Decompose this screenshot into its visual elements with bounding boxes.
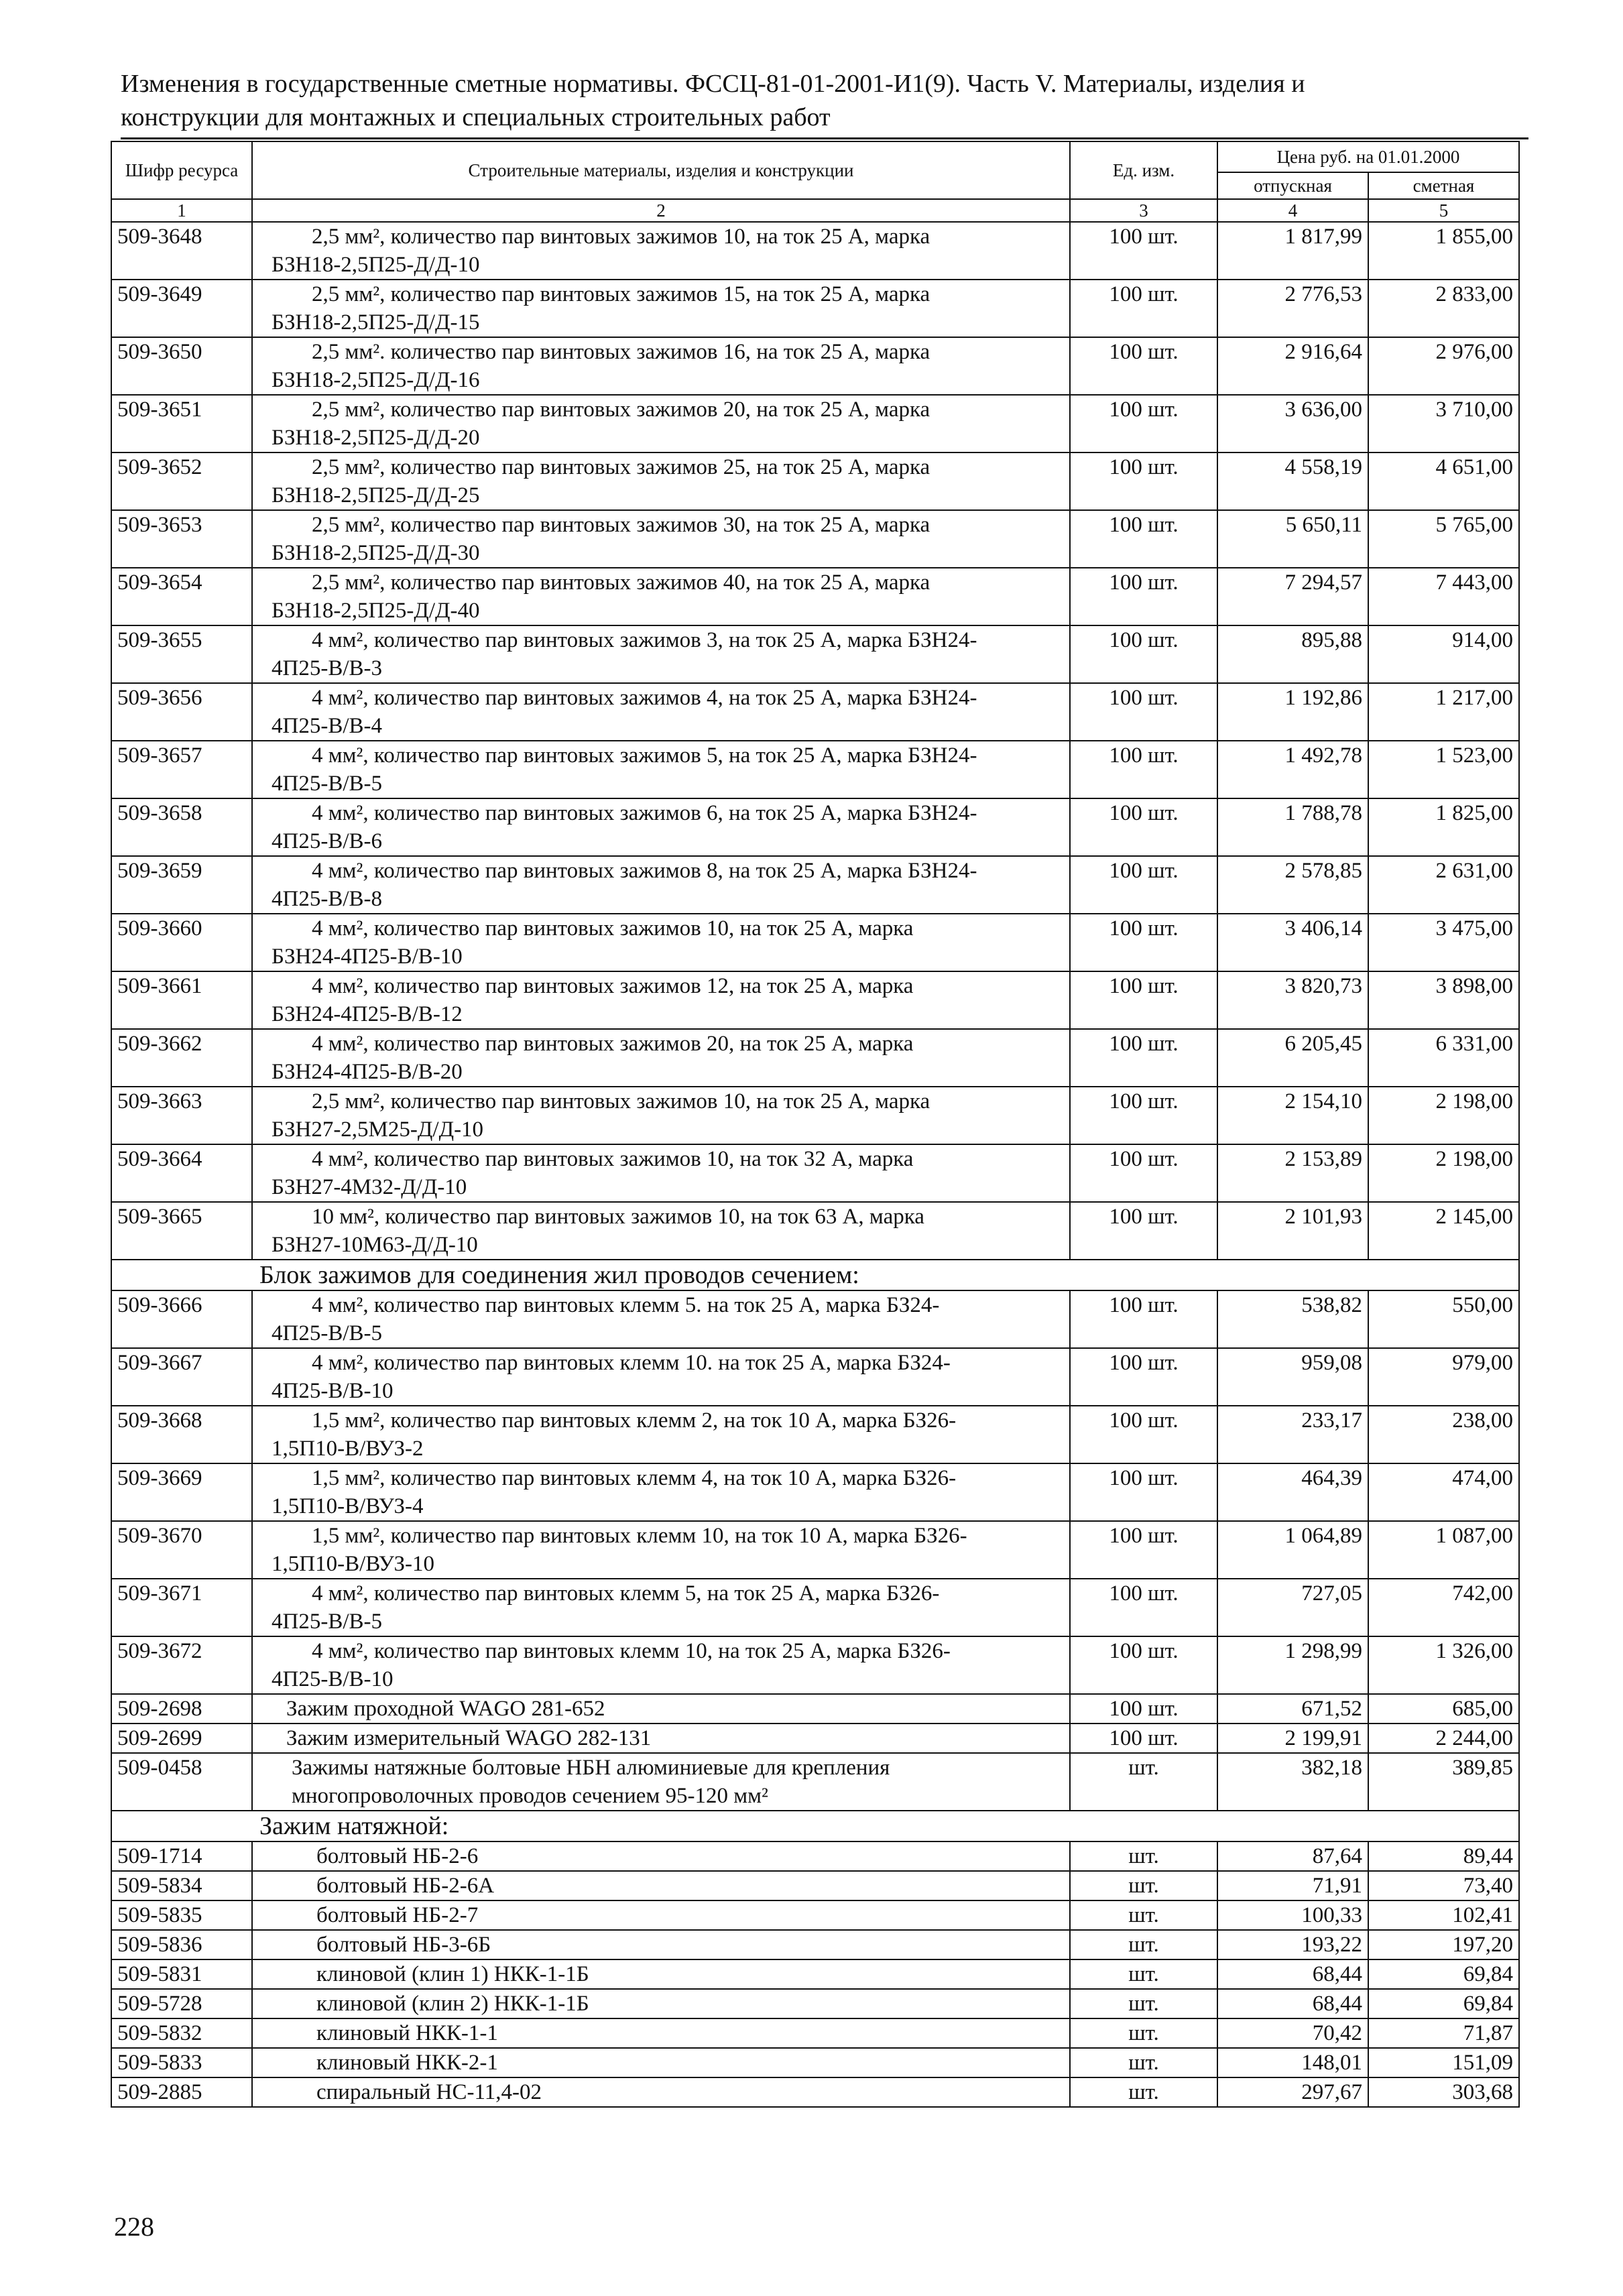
estimate-price: 2 198,00	[1368, 1144, 1519, 1202]
resource-name-line-2: БЗН18-2,5П25-Д/Д-40	[272, 599, 480, 623]
release-price: 2 199,91	[1217, 1724, 1368, 1753]
resource-code: 509-3651	[111, 395, 252, 452]
unit-of-measure: 100 шт.	[1070, 1087, 1217, 1144]
resource-code: 509-3656	[111, 683, 252, 741]
resource-name	[252, 914, 1070, 971]
resource-name-line-2: 4П25-В/В-5	[272, 1321, 382, 1345]
resource-name-line-2: БЗН27-2,5М25-Д/Д-10	[272, 1117, 484, 1142]
resource-code: 509-1714	[111, 1841, 252, 1871]
resource-name: болтовый НБ-3-6Б	[252, 1930, 1070, 1959]
resource-name	[252, 1087, 1070, 1144]
estimate-price: 914,00	[1368, 625, 1519, 683]
estimate-price: 102,41	[1368, 1900, 1519, 1930]
unit-of-measure: 100 шт.	[1070, 1463, 1217, 1521]
resource-name	[252, 395, 1070, 452]
estimate-price: 742,00	[1368, 1579, 1519, 1636]
release-price: 148,01	[1217, 2048, 1368, 2077]
resource-name: болтовый НБ-2-6А	[252, 1871, 1070, 1900]
estimate-price: 6 331,00	[1368, 1029, 1519, 1087]
resource-name: клиновой (клин 2) НКК-1-1Б	[252, 1989, 1070, 2018]
estimate-price: 685,00	[1368, 1694, 1519, 1724]
release-price: 538,82	[1217, 1290, 1368, 1348]
estimate-price: 3 710,00	[1368, 395, 1519, 452]
resource-code: 509-3667	[111, 1348, 252, 1406]
unit-of-measure: 100 шт.	[1070, 222, 1217, 280]
estimate-price: 1 326,00	[1368, 1636, 1519, 1694]
table-row	[111, 1029, 1519, 1087]
resource-name-line-1: 4 мм², количество пар винтовых зажимов 12, на ток 25 А, марка	[312, 974, 914, 998]
resource-name	[252, 1753, 1070, 1811]
header-rule	[121, 137, 1528, 139]
table-row	[111, 1753, 1519, 1811]
col-number: 3	[1070, 199, 1217, 222]
resource-name	[252, 1290, 1070, 1348]
resource-code: 509-3655	[111, 625, 252, 683]
column-number-row	[111, 199, 1519, 222]
unit-of-measure: 100 шт.	[1070, 971, 1217, 1029]
table-row	[111, 1290, 1519, 1348]
resource-code: 509-3664	[111, 1144, 252, 1202]
estimate-price: 7 443,00	[1368, 568, 1519, 625]
resource-name-line-1: Зажимы натяжные болтовые НБН алюминиевые для крепления	[292, 1756, 890, 1780]
release-price: 464,39	[1217, 1463, 1368, 1521]
resource-name-line-2: 4П25-В/В-8	[272, 887, 382, 911]
resource-name-line-2: многопроволочных проводов сечением 95-120 мм²	[292, 1784, 768, 1808]
resource-name-line-1: 2,5 мм², количество пар винтовых зажимов 40, на ток 25 А, марка	[312, 570, 930, 595]
resource-name	[252, 1029, 1070, 1087]
resource-code: 509-3652	[111, 452, 252, 510]
section-heading: Блок зажимов для соединения жил проводов сечением:	[111, 1260, 1519, 1290]
resource-name: клиновый НКК-2-1	[252, 2048, 1070, 2077]
table-row	[111, 2048, 1519, 2077]
estimate-price: 69,84	[1368, 1989, 1519, 2018]
table-row	[111, 510, 1519, 568]
unit-of-measure: 100 шт.	[1070, 510, 1217, 568]
estimate-price: 2 145,00	[1368, 1202, 1519, 1260]
resource-name-line-2: БЗН18-2,5П25-Д/Д-10	[272, 253, 480, 277]
resource-name	[252, 683, 1070, 741]
resource-code: 509-2698	[111, 1694, 252, 1724]
resource-name	[252, 222, 1070, 280]
estimate-price: 238,00	[1368, 1406, 1519, 1463]
release-price: 1 492,78	[1217, 741, 1368, 798]
unit-of-measure: 100 шт.	[1070, 1579, 1217, 1636]
resource-name	[252, 1463, 1070, 1521]
unit-of-measure: шт.	[1070, 1841, 1217, 1871]
release-price: 68,44	[1217, 1959, 1368, 1989]
resource-code: 509-3659	[111, 856, 252, 914]
unit-of-measure: 100 шт.	[1070, 568, 1217, 625]
col-header-estimate: сметная	[1368, 172, 1519, 199]
estimate-price: 151,09	[1368, 2048, 1519, 2077]
resource-code: 509-2699	[111, 1724, 252, 1753]
resource-code: 509-3668	[111, 1406, 252, 1463]
resource-name-line-1: 10 мм², количество пар винтовых зажимов 10, на ток 63 А, марка	[312, 1205, 924, 1229]
resource-name-line-2: БЗН27-10М63-Д/Д-10	[272, 1233, 478, 1257]
col-header-unit: Ед. изм.	[1070, 141, 1217, 199]
resource-code: 509-3650	[111, 337, 252, 395]
estimate-price: 979,00	[1368, 1348, 1519, 1406]
table-row	[111, 1989, 1519, 2018]
table-row	[111, 1144, 1519, 1202]
table-row	[111, 741, 1519, 798]
resource-name-line-2: БЗН18-2,5П25-Д/Д-16	[272, 368, 480, 392]
release-price: 727,05	[1217, 1579, 1368, 1636]
unit-of-measure: 100 шт.	[1070, 1144, 1217, 1202]
section-heading: Зажим натяжной:	[111, 1811, 1519, 1841]
table-row	[111, 625, 1519, 683]
resource-code: 509-3662	[111, 1029, 252, 1087]
col-number: 1	[111, 199, 252, 222]
resource-name	[252, 971, 1070, 1029]
release-price: 68,44	[1217, 1989, 1368, 2018]
release-price: 2 916,64	[1217, 337, 1368, 395]
resource-name-line-2: 4П25-В/В-10	[272, 1667, 394, 1691]
resource-name	[252, 1406, 1070, 1463]
col-header-price: Цена руб. на 01.01.2000	[1217, 141, 1519, 172]
resource-code: 509-3672	[111, 1636, 252, 1694]
resource-name-line-1: 4 мм², количество пар винтовых зажимов 8, на ток 25 А, марка БЗН24-	[312, 859, 977, 883]
resource-code: 509-3660	[111, 914, 252, 971]
release-price: 2 154,10	[1217, 1087, 1368, 1144]
release-price: 233,17	[1217, 1406, 1368, 1463]
release-price: 7 294,57	[1217, 568, 1368, 625]
unit-of-measure: 100 шт.	[1070, 1694, 1217, 1724]
table-row	[111, 395, 1519, 452]
resource-name	[252, 1579, 1070, 1636]
resource-name-line-2: БЗН24-4П25-В/В-10	[272, 945, 463, 969]
table-row	[111, 1087, 1519, 1144]
unit-of-measure: 100 шт.	[1070, 452, 1217, 510]
table-row	[111, 1636, 1519, 1694]
table-row	[111, 971, 1519, 1029]
release-price: 1 192,86	[1217, 683, 1368, 741]
release-price: 3 820,73	[1217, 971, 1368, 1029]
resource-name: Зажим измерительный WAGO 282-131	[252, 1724, 1070, 1753]
resource-code: 509-2885	[111, 2077, 252, 2107]
resource-name-line-2: БЗН18-2,5П25-Д/Д-30	[272, 541, 480, 565]
resource-name-line-1: 2,5 мм², количество пар винтовых зажимов 30, на ток 25 А, марка	[312, 513, 930, 537]
release-price: 2 578,85	[1217, 856, 1368, 914]
estimate-price: 1 523,00	[1368, 741, 1519, 798]
release-price: 3 406,14	[1217, 914, 1368, 971]
release-price: 87,64	[1217, 1841, 1368, 1871]
resource-code: 509-3649	[111, 280, 252, 337]
resource-name-line-1: 2,5 мм², количество пар винтовых зажимов 25, на ток 25 А, марка	[312, 455, 930, 479]
resource-code: 509-3663	[111, 1087, 252, 1144]
resource-code: 509-3654	[111, 568, 252, 625]
estimate-price: 2 198,00	[1368, 1087, 1519, 1144]
section-heading-row	[111, 1811, 1519, 1841]
table-row	[111, 1579, 1519, 1636]
estimate-price: 73,40	[1368, 1871, 1519, 1900]
estimate-price: 1 217,00	[1368, 683, 1519, 741]
release-price: 4 558,19	[1217, 452, 1368, 510]
resource-code: 509-5833	[111, 2048, 252, 2077]
release-price: 382,18	[1217, 1753, 1368, 1811]
resource-name	[252, 1636, 1070, 1694]
resource-code: 509-5831	[111, 1959, 252, 1989]
table-row	[111, 1930, 1519, 1959]
resource-code: 509-5835	[111, 1900, 252, 1930]
resource-name-line-2: БЗН18-2,5П25-Д/Д-15	[272, 310, 480, 335]
resource-name	[252, 1521, 1070, 1579]
table-row	[111, 2018, 1519, 2048]
resource-name-line-1: 4 мм², количество пар винтовых зажимов 4, на ток 25 А, марка БЗН24-	[312, 686, 977, 710]
release-price: 1 788,78	[1217, 798, 1368, 856]
release-price: 6 205,45	[1217, 1029, 1368, 1087]
release-price: 1 298,99	[1217, 1636, 1368, 1694]
resource-name: спиральный НС-11,4-02	[252, 2077, 1070, 2107]
resource-code: 509-0458	[111, 1753, 252, 1811]
table-row	[111, 1463, 1519, 1521]
resource-name-line-1: 2,5 мм², количество пар винтовых зажимов 20, на ток 25 А, марка	[312, 398, 930, 422]
unit-of-measure: 100 шт.	[1070, 741, 1217, 798]
resource-name: болтовый НБ-2-7	[252, 1900, 1070, 1930]
unit-of-measure: шт.	[1070, 1989, 1217, 2018]
resource-name-line-2: 1,5П10-В/ВУЗ-2	[272, 1437, 424, 1461]
table-row	[111, 856, 1519, 914]
estimate-price: 69,84	[1368, 1959, 1519, 1989]
unit-of-measure: 100 шт.	[1070, 1348, 1217, 1406]
estimate-price: 1 855,00	[1368, 222, 1519, 280]
table-row	[111, 1521, 1519, 1579]
unit-of-measure: 100 шт.	[1070, 395, 1217, 452]
resource-name-line-1: 1,5 мм², количество пар винтовых клемм 2, на ток 10 А, марка БЗ26-	[312, 1408, 957, 1433]
col-number: 5	[1368, 199, 1519, 222]
unit-of-measure: шт.	[1070, 2018, 1217, 2048]
resource-code: 509-5728	[111, 1989, 252, 2018]
resource-name	[252, 280, 1070, 337]
release-price: 895,88	[1217, 625, 1368, 683]
resource-name-line-1: 1,5 мм², количество пар винтовых клемм 4, на ток 10 А, марка БЗ26-	[312, 1466, 957, 1490]
resource-name-line-1: 4 мм², количество пар винтовых клемм 10. на ток 25 А, марка БЗ24-	[312, 1351, 951, 1375]
table-row	[111, 1900, 1519, 1930]
release-price: 5 650,11	[1217, 510, 1368, 568]
release-price: 2 101,93	[1217, 1202, 1368, 1260]
table-body	[111, 222, 1519, 2107]
resource-name-line-1: 2,5 мм², количество пар винтовых зажимов 15, на ток 25 А, марка	[312, 282, 930, 306]
estimate-price: 5 765,00	[1368, 510, 1519, 568]
table-row	[111, 1871, 1519, 1900]
table-row	[111, 798, 1519, 856]
resource-name-line-2: 4П25-В/В-10	[272, 1379, 394, 1403]
resource-name-line-1: 4 мм², количество пар винтовых клемм 10, на ток 25 А, марка БЗ26-	[312, 1639, 951, 1663]
estimate-price: 2 244,00	[1368, 1724, 1519, 1753]
release-price: 2 153,89	[1217, 1144, 1368, 1202]
estimate-price: 2 976,00	[1368, 337, 1519, 395]
table-row	[111, 337, 1519, 395]
release-price: 297,67	[1217, 2077, 1368, 2107]
resource-code: 509-3669	[111, 1463, 252, 1521]
resource-name-line-1: 4 мм², количество пар винтовых зажимов 20, на ток 25 А, марка	[312, 1032, 914, 1056]
resource-name: клиновой (клин 1) НКК-1-1Б	[252, 1959, 1070, 1989]
table-row	[111, 1724, 1519, 1753]
release-price: 1 064,89	[1217, 1521, 1368, 1579]
table-row	[111, 222, 1519, 280]
resource-name-line-1: 4 мм², количество пар винтовых зажимов 3, на ток 25 А, марка БЗН24-	[312, 628, 977, 652]
unit-of-measure: шт.	[1070, 2077, 1217, 2107]
unit-of-measure: шт.	[1070, 1900, 1217, 1930]
release-price: 70,42	[1217, 2018, 1368, 2048]
resource-name: клиновый НКК-1-1	[252, 2018, 1070, 2048]
header-line-2: конструкции для монтажных и специальных строительных работ	[121, 103, 831, 131]
release-price: 100,33	[1217, 1900, 1368, 1930]
unit-of-measure: 100 шт.	[1070, 1406, 1217, 1463]
resource-table	[111, 141, 1520, 2108]
resource-code: 509-5834	[111, 1871, 252, 1900]
resource-name	[252, 1348, 1070, 1406]
table-row	[111, 568, 1519, 625]
resource-name	[252, 337, 1070, 395]
release-price: 193,22	[1217, 1930, 1368, 1959]
unit-of-measure: шт.	[1070, 1871, 1217, 1900]
table-row	[111, 1348, 1519, 1406]
table-row	[111, 914, 1519, 971]
resource-name-line-1: 2,5 мм², количество пар винтовых зажимов 10, на ток 25 А, марка	[312, 225, 930, 249]
unit-of-measure: 100 шт.	[1070, 1521, 1217, 1579]
unit-of-measure: 100 шт.	[1070, 280, 1217, 337]
resource-name: болтовый НБ-2-6	[252, 1841, 1070, 1871]
estimate-price: 3 898,00	[1368, 971, 1519, 1029]
estimate-price: 89,44	[1368, 1841, 1519, 1871]
estimate-price: 474,00	[1368, 1463, 1519, 1521]
unit-of-measure: 100 шт.	[1070, 337, 1217, 395]
resource-name-line-1: 2,5 мм². количество пар винтовых зажимов 16, на ток 25 А, марка	[312, 340, 930, 364]
table-row	[111, 1202, 1519, 1260]
col-number: 2	[252, 199, 1070, 222]
resource-name-line-2: БЗН24-4П25-В/В-12	[272, 1002, 463, 1026]
release-price: 959,08	[1217, 1348, 1368, 1406]
unit-of-measure: шт.	[1070, 1959, 1217, 1989]
estimate-price: 389,85	[1368, 1753, 1519, 1811]
resource-name-line-2: 4П25-В/В-6	[272, 829, 382, 853]
resource-code: 509-3670	[111, 1521, 252, 1579]
unit-of-measure: 100 шт.	[1070, 798, 1217, 856]
resource-code: 509-5832	[111, 2018, 252, 2048]
table-row	[111, 2077, 1519, 2107]
estimate-price: 3 475,00	[1368, 914, 1519, 971]
unit-of-measure: 100 шт.	[1070, 1636, 1217, 1694]
estimate-price: 1 087,00	[1368, 1521, 1519, 1579]
unit-of-measure: 100 шт.	[1070, 914, 1217, 971]
resource-name	[252, 798, 1070, 856]
table-row	[111, 1841, 1519, 1871]
header-line-1: Изменения в государственные сметные нормативы. ФССЦ-81-01-2001-И1(9). Часть V. Материалы, изделия и	[121, 70, 1305, 98]
document-header	[121, 67, 1528, 134]
resource-name	[252, 568, 1070, 625]
resource-name	[252, 741, 1070, 798]
table-row	[111, 280, 1519, 337]
col-header-release: отпускная	[1217, 172, 1368, 199]
resource-name-line-1: 4 мм², количество пар винтовых зажимов 6, на ток 25 А, марка БЗН24-	[312, 801, 977, 825]
release-price: 1 817,99	[1217, 222, 1368, 280]
table-row	[111, 1694, 1519, 1724]
resource-code: 509-3661	[111, 971, 252, 1029]
resource-name-line-2: БЗН27-4М32-Д/Д-10	[272, 1175, 467, 1199]
resource-name-line-1: 4 мм², количество пар винтовых зажимов 5, на ток 25 А, марка БЗН24-	[312, 743, 977, 768]
estimate-price: 2 631,00	[1368, 856, 1519, 914]
resource-name-line-1: 4 мм², количество пар винтовых зажимов 10, на ток 25 А, марка	[312, 916, 914, 941]
resource-name-line-1: 1,5 мм², количество пар винтовых клемм 10, на ток 10 А, марка БЗ26-	[312, 1524, 967, 1548]
resource-name	[252, 625, 1070, 683]
resource-name-line-2: 4П25-В/В-4	[272, 714, 382, 738]
resource-name-line-2: 4П25-В/В-5	[272, 1610, 382, 1634]
resource-code: 509-3666	[111, 1290, 252, 1348]
resource-name	[252, 856, 1070, 914]
resource-code: 509-3658	[111, 798, 252, 856]
resource-code: 509-3657	[111, 741, 252, 798]
unit-of-measure: 100 шт.	[1070, 1029, 1217, 1087]
resource-code: 509-3648	[111, 222, 252, 280]
resource-name-line-1: 2,5 мм², количество пар винтовых зажимов 10, на ток 25 А, марка	[312, 1089, 930, 1113]
resource-name	[252, 510, 1070, 568]
estimate-price: 550,00	[1368, 1290, 1519, 1348]
resource-name-line-1: 4 мм², количество пар винтовых клемм 5, на ток 25 А, марка БЗ26-	[312, 1581, 940, 1606]
estimate-price: 1 825,00	[1368, 798, 1519, 856]
resource-name-line-2: БЗН18-2,5П25-Д/Д-20	[272, 426, 480, 450]
estimate-price: 197,20	[1368, 1930, 1519, 1959]
resource-name	[252, 1202, 1070, 1260]
release-price: 71,91	[1217, 1871, 1368, 1900]
table-row	[111, 452, 1519, 510]
resource-name-line-2: БЗН18-2,5П25-Д/Д-25	[272, 483, 480, 507]
unit-of-measure: шт.	[1070, 1753, 1217, 1811]
resource-code: 509-5836	[111, 1930, 252, 1959]
resource-name-line-2: 1,5П10-В/ВУЗ-10	[272, 1552, 435, 1576]
estimate-price: 4 651,00	[1368, 452, 1519, 510]
resource-name-line-2: 4П25-В/В-5	[272, 772, 382, 796]
resource-name	[252, 1144, 1070, 1202]
resource-code: 509-3671	[111, 1579, 252, 1636]
table-row	[111, 1406, 1519, 1463]
release-price: 2 776,53	[1217, 280, 1368, 337]
release-price: 671,52	[1217, 1694, 1368, 1724]
resource-code: 509-3653	[111, 510, 252, 568]
unit-of-measure: шт.	[1070, 1930, 1217, 1959]
col-number: 4	[1217, 199, 1368, 222]
resource-name-line-2: БЗН24-4П25-В/В-20	[272, 1060, 463, 1084]
section-heading-row	[111, 1260, 1519, 1290]
resource-code: 509-3665	[111, 1202, 252, 1260]
resource-name-line-1: 4 мм², количество пар винтовых зажимов 10, на ток 32 А, марка	[312, 1147, 914, 1171]
unit-of-measure: 100 шт.	[1070, 1202, 1217, 1260]
table-row	[111, 1959, 1519, 1989]
unit-of-measure: 100 шт.	[1070, 683, 1217, 741]
resource-name-line-2: 1,5П10-В/ВУЗ-4	[272, 1494, 424, 1518]
resource-name-line-1: 4 мм², количество пар винтовых клемм 5. на ток 25 А, марка БЗ24-	[312, 1293, 940, 1317]
estimate-price: 71,87	[1368, 2018, 1519, 2048]
col-header-code: Шифр ресурса	[111, 141, 252, 199]
estimate-price: 2 833,00	[1368, 280, 1519, 337]
unit-of-measure: 100 шт.	[1070, 856, 1217, 914]
table-row	[111, 683, 1519, 741]
unit-of-measure: шт.	[1070, 2048, 1217, 2077]
resource-name-line-2: 4П25-В/В-3	[272, 656, 382, 680]
resource-name	[252, 452, 1070, 510]
col-header-name: Строительные материалы, изделия и конструкции	[252, 141, 1070, 199]
page-number: 228	[114, 2212, 154, 2242]
estimate-price: 303,68	[1368, 2077, 1519, 2107]
unit-of-measure: 100 шт.	[1070, 625, 1217, 683]
release-price: 3 636,00	[1217, 395, 1368, 452]
unit-of-measure: 100 шт.	[1070, 1724, 1217, 1753]
unit-of-measure: 100 шт.	[1070, 1290, 1217, 1348]
resource-name: Зажим проходной WAGO 281-652	[252, 1694, 1070, 1724]
